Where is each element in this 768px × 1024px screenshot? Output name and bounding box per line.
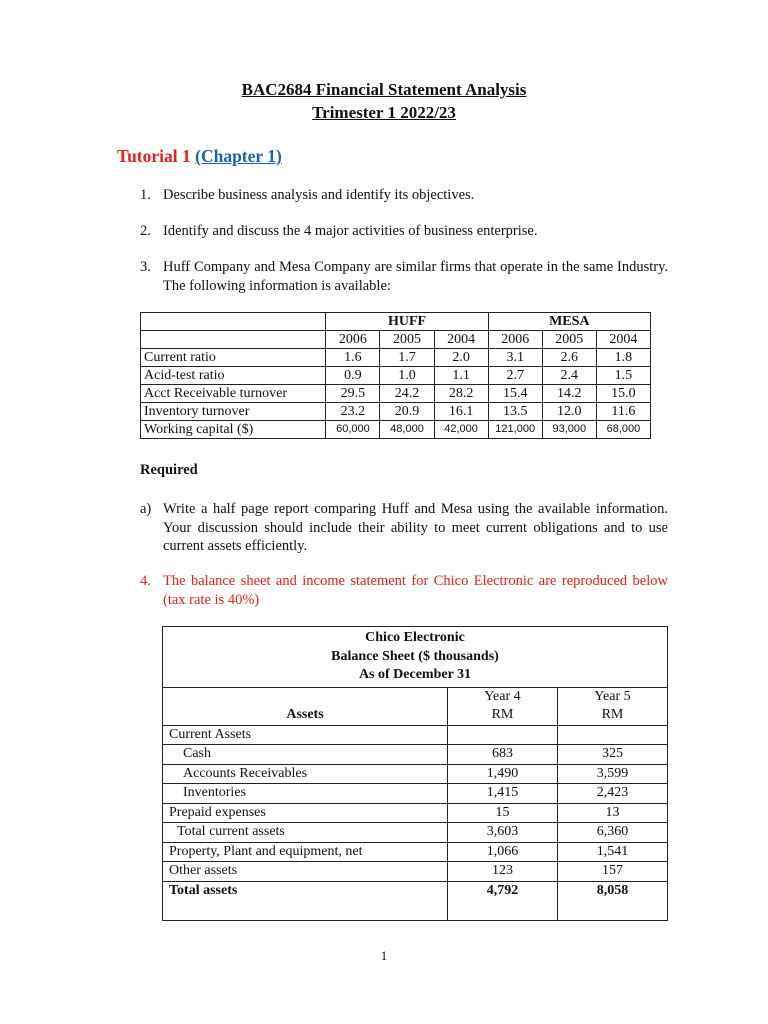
value-cell: 2,423 [558,784,668,804]
table-row-blank [163,900,668,921]
row-label: Acct Receivable turnover [141,385,326,403]
table-row [141,349,651,367]
value-cell: 12.0 [542,403,596,421]
value-cell: 2.0 [434,349,488,367]
value-cell [448,725,558,745]
table-row [141,421,651,439]
table-row [163,803,668,823]
question-number: 3. [140,259,151,275]
statement-date: As of December 31 [358,667,472,682]
tutorial-label: Tutorial 1 [117,146,191,166]
table-row [163,823,668,843]
year-cell: 2006 [326,331,380,349]
value-cell: 325 [558,745,668,765]
value-cell: 121,000 [488,421,542,439]
required-item-a [140,500,668,556]
table-cell [558,900,668,921]
year4-header [448,687,558,725]
value-cell: 1.6 [326,349,380,367]
value-cell: 3.1 [488,349,542,367]
currency-label: RM [601,707,624,722]
value-cell: 1,490 [448,764,558,784]
year-label: Year 4 [484,688,521,704]
question-2 [140,222,668,241]
currency-label: RM [491,707,514,722]
row-label: Total assets [163,881,448,900]
value-cell: 48,000 [380,421,434,439]
value-cell: 0.9 [326,367,380,385]
table-row [163,745,668,765]
value-cell: 15.0 [596,385,650,403]
table-group-row [141,313,651,331]
value-cell: 16.1 [434,403,488,421]
value-cell [558,725,668,745]
question-number: 4. [140,573,151,589]
table-row [141,367,651,385]
group-mesa: MESA [488,313,650,331]
question-number: 1. [140,187,151,203]
year-cell: 2006 [488,331,542,349]
value-cell: 1.1 [434,367,488,385]
assets-heading: Assets [163,687,448,725]
course-title: BAC2684 Financial Statement Analysis [241,80,527,99]
huff-mesa-table [140,312,651,439]
value-cell: 24.2 [380,385,434,403]
year-cell: 2005 [542,331,596,349]
item-label: a) [140,501,152,517]
question-text: Identify and discuss the 4 major activities of business enterprise. [163,223,538,239]
item-text: Write a half page report comparing Huff and Mesa using the available information. Your discussion should include their ability to meet current obligations and to use current assets efficiently. [163,501,668,554]
row-label: Other assets [163,862,448,882]
company-name: Chico Electronic [365,630,465,645]
value-cell: 1,541 [558,842,668,862]
row-label: Inventory turnover [141,403,326,421]
chico-balance-sheet [162,626,668,921]
value-cell: 23.2 [326,403,380,421]
value-cell: 42,000 [434,421,488,439]
table-row [141,403,651,421]
statement-name: Balance Sheet ($ thousands) [331,648,499,664]
question-text: Huff Company and Mesa Company are similar firms that operate in the same Industry. The following information is available: [163,259,668,294]
value-cell: 3,603 [448,823,558,843]
value-cell: 4,792 [448,881,558,900]
question-4 [140,572,668,609]
value-cell: 1.5 [596,367,650,385]
question-text: The balance sheet and income statement for Chico Electronic are reproduced below (tax rate is 40%) [163,573,668,608]
table-cell [141,313,326,331]
value-cell: 14.2 [542,385,596,403]
table-row [163,784,668,804]
value-cell: 13.5 [488,403,542,421]
table-cell [141,331,326,349]
value-cell: 68,000 [596,421,650,439]
table-title-row [163,627,668,688]
table-row [141,385,651,403]
balance-sheet-title [163,627,668,688]
value-cell: 1.0 [380,367,434,385]
value-cell: 123 [448,862,558,882]
value-cell: 1,415 [448,784,558,804]
value-cell: 2.6 [542,349,596,367]
value-cell: 6,360 [558,823,668,843]
year-label: Year 5 [594,688,631,704]
value-cell: 157 [558,862,668,882]
question-1 [140,186,668,205]
value-cell: 11.6 [596,403,650,421]
value-cell: 15.4 [488,385,542,403]
value-cell: 2.4 [542,367,596,385]
value-cell: 20.9 [380,403,434,421]
value-cell: 15 [448,803,558,823]
value-cell: 1.8 [596,349,650,367]
table-year-row [141,331,651,349]
value-cell: 3,599 [558,764,668,784]
year-cell: 2004 [596,331,650,349]
table-row [163,842,668,862]
value-cell: 13 [558,803,668,823]
row-label: Acid-test ratio [141,367,326,385]
table-cell [448,900,558,921]
row-label: Inventories [163,784,448,804]
question-number: 2. [140,223,151,239]
row-label: Working capital ($) [141,421,326,439]
question-text: Describe business analysis and identify its objectives. [163,187,475,203]
value-cell: 1,066 [448,842,558,862]
value-cell: 8,058 [558,881,668,900]
row-label: Total current assets [163,823,448,843]
year-cell: 2004 [434,331,488,349]
row-label: Current Assets [163,725,448,745]
tutorial-heading [117,146,282,167]
trimester-title: Trimester 1 2022/23 [312,103,456,122]
question-3 [140,258,668,295]
value-cell: 2.7 [488,367,542,385]
table-row [163,862,668,882]
table-header-row [163,687,668,725]
row-label: Property, Plant and equipment, net [163,842,448,862]
chapter-label: (Chapter 1) [195,146,282,166]
value-cell: 28.2 [434,385,488,403]
year5-header [558,687,668,725]
table-cell [163,900,448,921]
row-label: Prepaid expenses [163,803,448,823]
row-label: Current ratio [141,349,326,367]
value-cell: 683 [448,745,558,765]
table-row [163,764,668,784]
table-row-total [163,881,668,900]
group-huff: HUFF [326,313,488,331]
value-cell: 60,000 [326,421,380,439]
row-label: Cash [163,745,448,765]
year-cell: 2005 [380,331,434,349]
table-row [163,725,668,745]
required-heading: Required [140,462,198,478]
value-cell: 29.5 [326,385,380,403]
value-cell: 93,000 [542,421,596,439]
page-number: 1 [380,948,388,963]
value-cell: 1.7 [380,349,434,367]
row-label: Accounts Receivables [163,764,448,784]
